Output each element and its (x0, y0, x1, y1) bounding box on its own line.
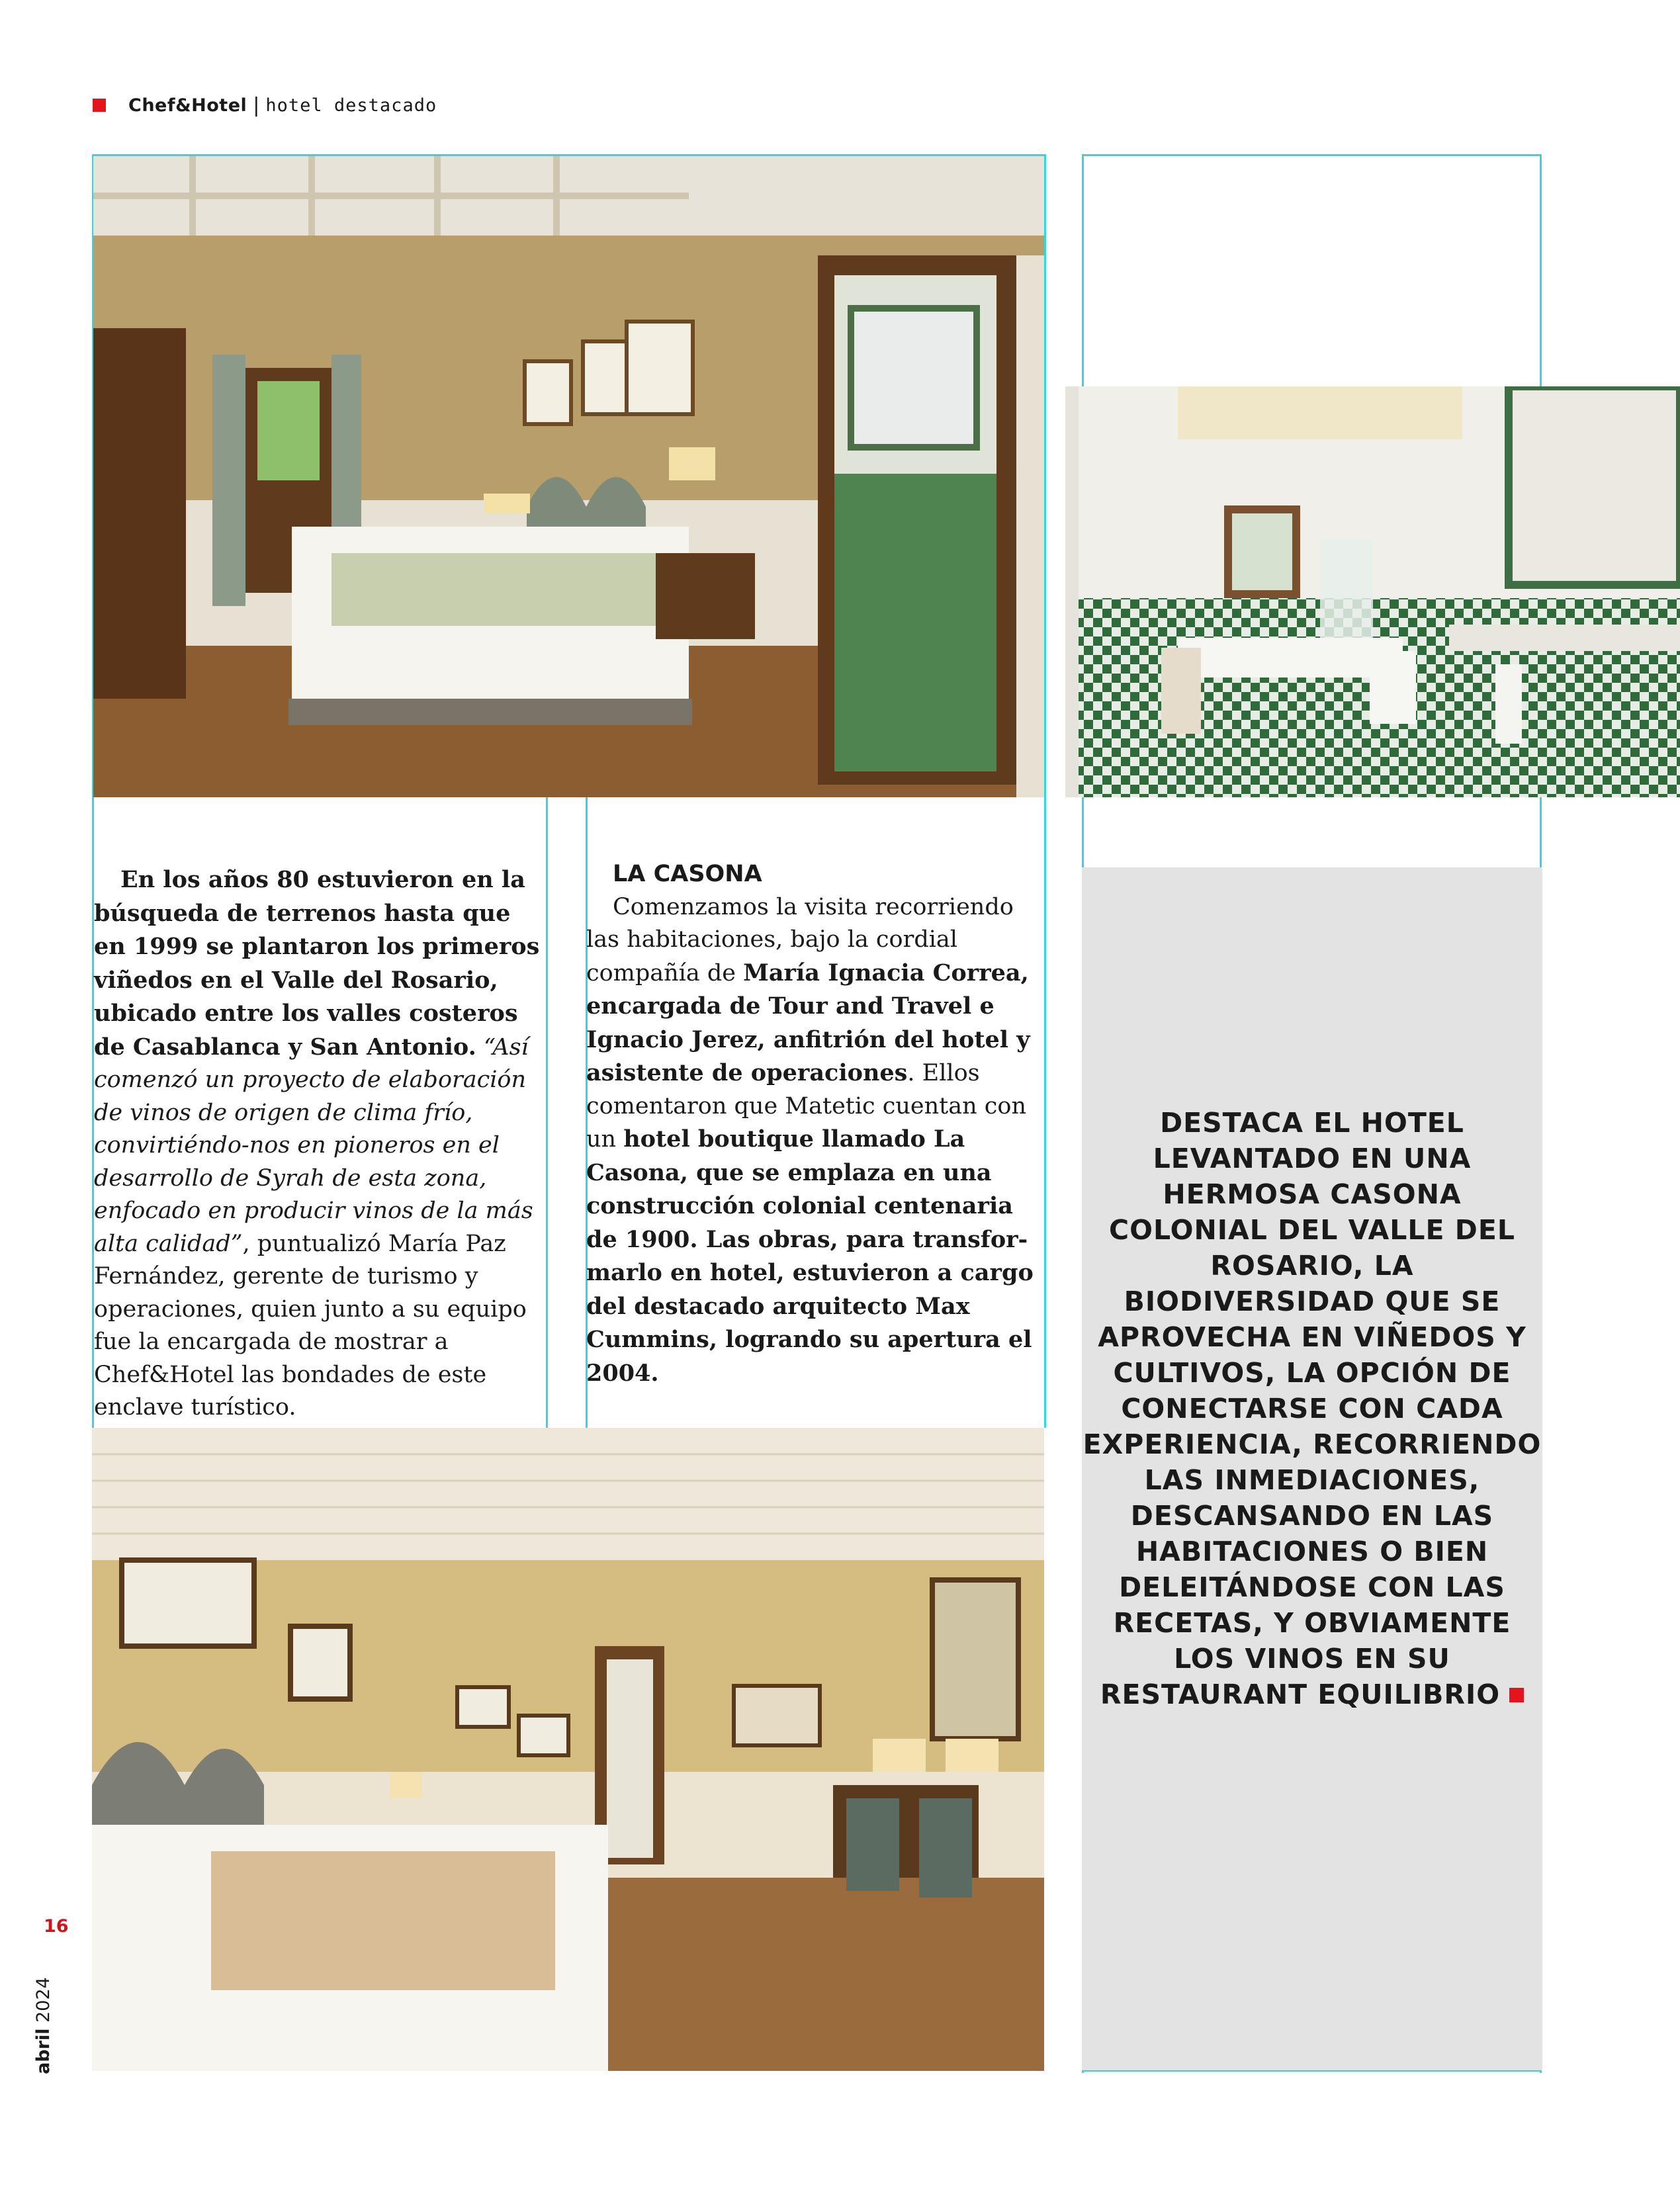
section-heading-la-casona: LA CASONA (613, 861, 762, 887)
header-separator: | (253, 93, 260, 117)
magazine-brand: Chef&Hotel (128, 95, 247, 116)
section-label: hotel destacado (265, 95, 437, 116)
bathroom-photo (1065, 386, 1680, 797)
guide-line (1044, 154, 1046, 1428)
issue-date (33, 1977, 54, 2074)
column2-p1-bold: María Ignacia Correa, encargada de Tour and Travel e Ignacio Jerez, anfitrión del hotel y asistente de operaciones (586, 959, 1030, 1086)
column2-p2-bold: hotel boutique llamado La Casona, que se emplaza en una construcción colonial centenaria de 1900. Las obras, para transfor-marlo en hotel, estuvieron a cargo del destacado arquitecto Max Cummins, logrando su apertura el 2004. (586, 1125, 1034, 1387)
bedroom-two-illustration (92, 1428, 1044, 2071)
guide-line (546, 797, 548, 1428)
column1-bold-intro: En los años 80 estuvieron en la búsqueda de terrenos hasta que en 1999 se plantaron los primeros viñedos en el Valle del Rosario, ubicado entre los valles costeros de Casablanca y San Antonio. (94, 866, 540, 1061)
column2-p2: . Ellos comentaron que Matetic cuentan con un (586, 1060, 1026, 1153)
pull-quote (1082, 1105, 1542, 1712)
article-column-2 (586, 858, 1040, 1390)
bedroom-illustration (93, 156, 1044, 797)
issue-year: 2024 (33, 1977, 54, 2023)
page-header (93, 94, 437, 116)
bedroom-photo-bottom (92, 1428, 1044, 2071)
bedroom-photo-top (93, 156, 1044, 797)
column1-italic-quote: “Así comenzó un proyecto de elaboración de vinos de origen de clima frío, convirtiéndo-nos en pioneros en el desarrollo de Syrah de esta zona, enfocado en producir vinos de la más alta calidad” (94, 1033, 533, 1257)
article-column-1 (94, 863, 544, 1424)
bathroom-illustration (1065, 386, 1680, 797)
issue-month: abril (33, 2028, 54, 2074)
page-number: 16 (44, 1916, 69, 1937)
guide-line (1082, 154, 1542, 156)
pull-quote-text: DESTACA EL HOTEL LEVANTADO EN UNA HERMOSA CASONA COLONIAL DEL VALLE DEL ROSARIO, LA BIODIVERSIDAD QUE SE APROVECHA EN VIÑEDOS Y CULTIVOS, LA OPCIÓN DE CONECTARSE CON CADA EXPERIENCIA, RECORRIENDO LAS INMEDIACIONES, DESCANSANDO EN LAS HABITACIONES O BIEN DELEITÁNDOSE CON LAS RECETAS, Y OBVIAMENTE LOS VINOS EN SU RESTAURANT EQUILIBRIO (1083, 1107, 1542, 1710)
column2-p1: Comenzamos la visita recorriendo las habitaciones, bajo la cordial compañía de (586, 893, 1014, 986)
header-red-square (93, 99, 106, 112)
column1-rest: , puntualizó María Paz Fernández, gerente de turismo y operaciones, quien junto a su equipo fue la encargada de mostrar a Chef&Hotel las bondades de este enclave turístico. (94, 1230, 527, 1421)
end-mark-icon (1509, 1688, 1524, 1702)
